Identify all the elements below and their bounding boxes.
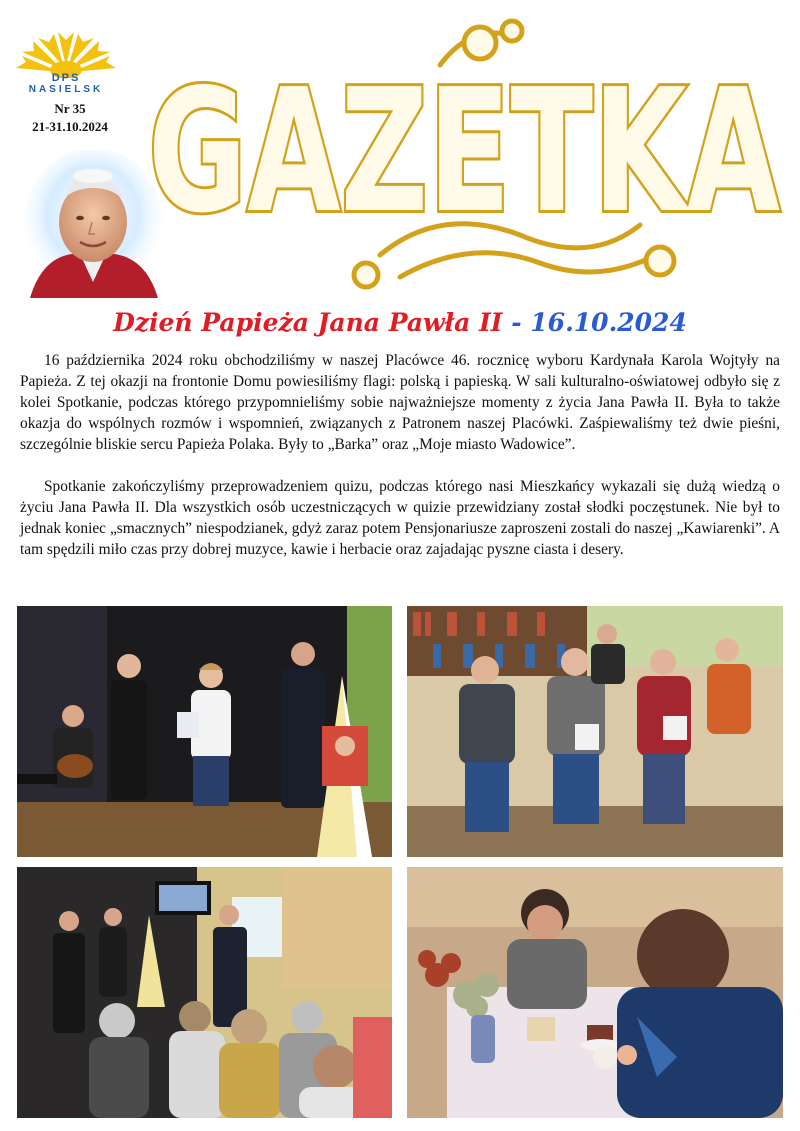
photo-performers <box>17 606 392 857</box>
issue-number: Nr 35 <box>54 101 86 116</box>
logo-line2: NASIELSK <box>28 84 104 95</box>
headline <box>0 308 800 337</box>
article-body <box>20 350 780 581</box>
issue-info <box>18 100 122 136</box>
logo-text <box>14 72 118 95</box>
sun-icon <box>14 26 118 78</box>
photo-audience <box>17 867 392 1118</box>
article-paragraph-2: Spotkanie zakończyliśmy przeprowadzeniem quizu, podczas którego nasi Mieszkańcy wykazali się dużą wiedzą o życiu Jana Pawła II. Dla wszystkich osób uczestniczących w quizie przewidziany został słodki poczęstunek. Nie był to jednak koniec „smacznych” niespodzianek, gdyż zaraz potem Pensjonariusze zaproszeni zostali do naszej „Kawiarenki”. A tam spędzili miło czas przy dobrej muzyce, kawie i herbacie oraz zajadając pyszne ciasta i desery. <box>20 478 780 558</box>
photo-cafe <box>407 867 783 1118</box>
headline-date: 16.10.2024 <box>530 308 687 337</box>
masthead-title <box>140 5 790 300</box>
issue-dates: 21-31.10.2024 <box>32 119 108 134</box>
logo-line1: DPS <box>51 72 81 84</box>
headline-separator: - <box>502 308 531 337</box>
headline-title: Dzień Papieża Jana Pawła II <box>113 308 503 337</box>
masthead-lettering: GAZETKA <box>148 53 780 251</box>
photo-residents-seated <box>407 606 783 857</box>
article-paragraph-1: 16 października 2024 roku obchodziliśmy w naszej Placówce 46. rocznicę wyboru Kardynała Karola Wojtyły na Papieża. Z tej okazji na frontonie Domu powiesiliśmy flagi: polską i papieską. W sali kulturalno-oświatowej odbyło się z kolei Spotkanie, podczas którego przypomnieliśmy sobie najważniejsze momenty z życia Jana Pawła II. Była to także okazja do wspólnych rozmów i wspomnień, związanych z Patronem naszej Placówki. Zaśpiewaliśmy też dwie pieśni, szczególnie bliskie sercu Papieża Polaka. Były to „Barka” oraz „Moje miasto Wadowice”. <box>20 352 780 453</box>
